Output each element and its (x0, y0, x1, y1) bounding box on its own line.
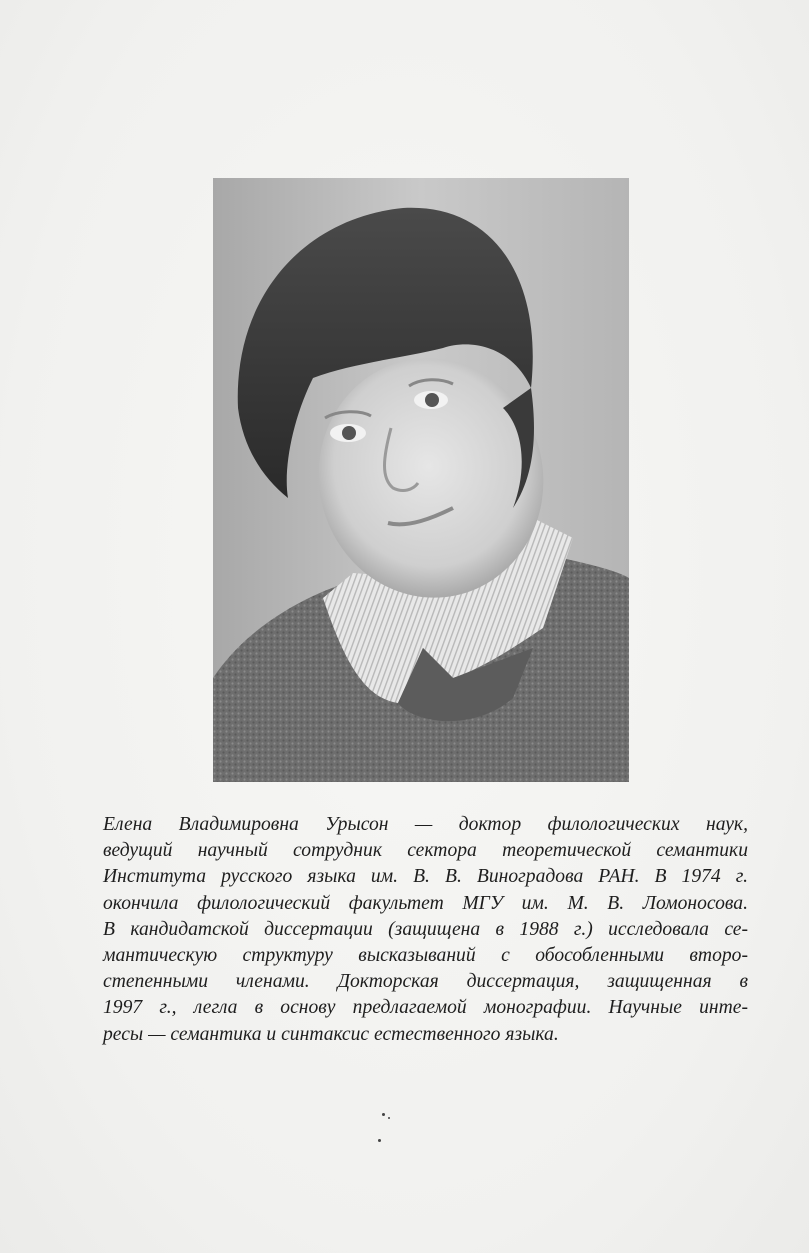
print-speck (378, 1139, 381, 1142)
caption-line: В кандидатской диссертации (защищена в 1988 г.) исследовала се- (103, 918, 748, 940)
caption-line: 1997 г., легла в основу предлагаемой монографии. Научные инте- (103, 997, 748, 1019)
print-speck (388, 1117, 390, 1119)
author-portrait-photo (213, 178, 629, 782)
caption-line: Института русского языка им. В. В. Виноградова РАН. В 1974 г. (103, 866, 748, 888)
caption-line: окончила филологический факультет МГУ им. М. В. Ломоносова. (103, 892, 748, 914)
caption-line: Елена Владимировна Урысон — доктор филологических наук, (103, 814, 748, 835)
caption-line: ресы — семантика и синтаксис естественного языка. (103, 1023, 559, 1045)
caption-line: степенными членами. Докторская диссертация, защищенная в (103, 971, 748, 993)
print-speck (382, 1113, 385, 1116)
caption-line: ведущий научный сотрудник сектора теоретической семантики (103, 840, 748, 862)
author-bio-caption (103, 812, 748, 1048)
caption-line: мантическую структуру высказываний с обособленными второ- (103, 945, 748, 967)
